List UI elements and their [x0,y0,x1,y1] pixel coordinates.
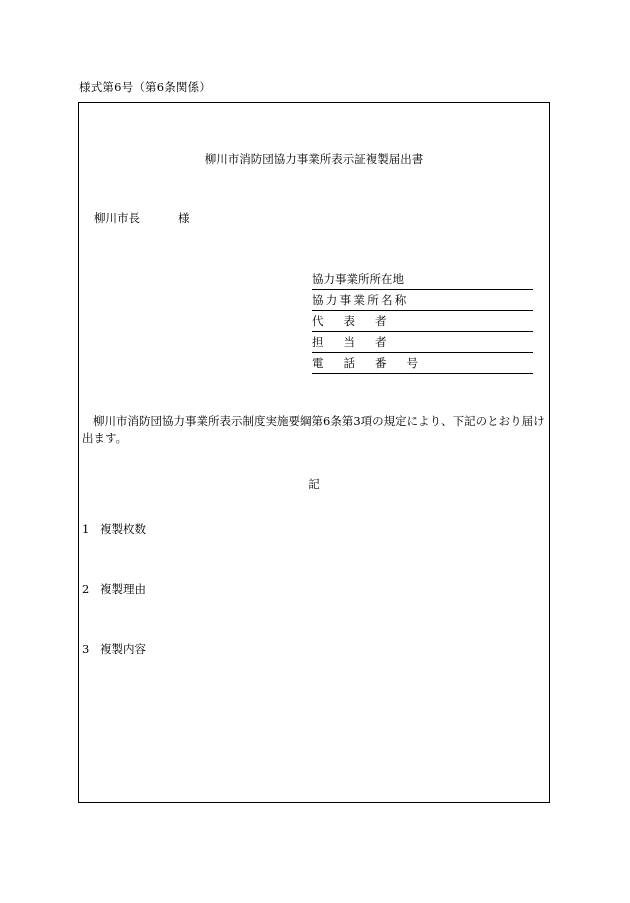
item-copy-count [82,521,146,537]
item-number: 1 [82,522,90,536]
body-text: 柳川市消防団協力事業所表示制度実施要綱第6条第3項の規定により、下記のとおり届け出ます。 [82,414,545,445]
item-label: 複製理由 [100,582,146,596]
addressee-name: 柳川市長 [94,211,140,225]
field-representative-label: 代表者 [312,314,407,328]
applicant-fields [312,269,533,374]
ki-heading: 記 [308,477,320,491]
form-frame [78,102,550,803]
form-number-label: 様式第6号（第6条関係） [79,80,212,94]
field-office-name-label: 協力事業所名称 [312,293,409,307]
field-office-address[interactable] [312,269,533,290]
field-phone-number[interactable] [312,353,533,374]
field-person-in-charge[interactable] [312,332,533,353]
item-label: 複製内容 [100,642,146,656]
item-copy-content [82,641,146,657]
field-office-address-label: 協力事業所所在地 [312,272,404,286]
field-person-in-charge-label: 担当者 [312,335,407,349]
item-number: 2 [82,582,90,596]
field-representative[interactable] [312,311,533,332]
item-number: 3 [82,642,90,656]
addressee-honorific: 様 [178,211,190,225]
document-title: 柳川市消防団協力事業所表示証複製届出書 [204,152,424,166]
item-copy-reason [82,581,146,597]
addressee [94,210,190,226]
field-office-name[interactable] [312,290,533,311]
item-label: 複製枚数 [100,522,146,536]
field-phone-number-label: 電話番号 [312,356,438,370]
